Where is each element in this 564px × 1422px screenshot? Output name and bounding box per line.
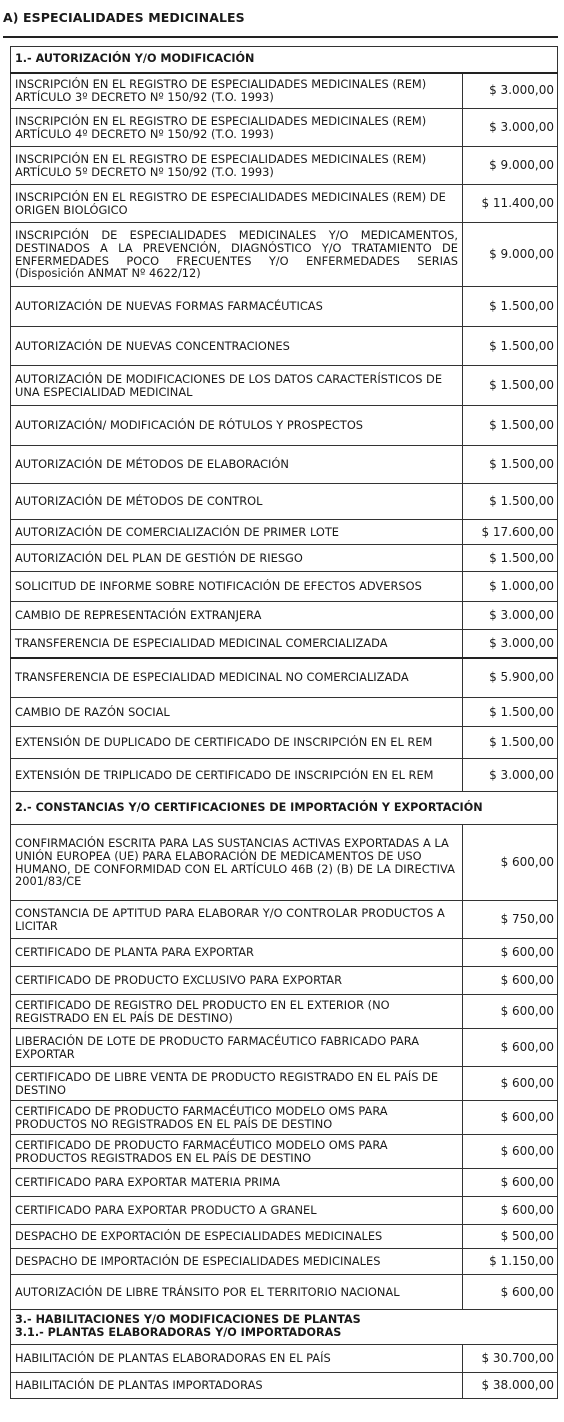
table-row <box>11 1101 558 1135</box>
table-row <box>11 1373 558 1399</box>
fee-description: AUTORIZACIÓN DE NUEVAS FORMAS FARMACÉUTICAS <box>11 287 463 327</box>
fee-amount: $ 3.000,00 <box>463 109 558 147</box>
table-row <box>11 901 558 939</box>
fee-amount: $ 3.000,00 <box>463 73 558 109</box>
fee-amount: $ 1.500,00 <box>463 406 558 446</box>
fee-amount: $ 600,00 <box>463 939 558 967</box>
table-row <box>11 73 558 109</box>
table-row <box>11 759 558 792</box>
fee-amount: $ 1.500,00 <box>463 545 558 572</box>
fee-amount: $ 9.000,00 <box>463 147 558 185</box>
fee-description: CONSTANCIA DE APTITUD PARA ELABORAR Y/O CONTROLAR PRODUCTOS A LICITAR <box>11 901 463 939</box>
section-row <box>11 47 558 73</box>
fee-amount: $ 600,00 <box>463 825 558 901</box>
fee-description: CERTIFICADO DE PRODUCTO FARMACÉUTICO MODELO OMS PARA PRODUCTOS NO REGISTRADOS EN EL PAÍS DE DESTINO <box>11 1101 463 1135</box>
fee-description: SOLICITUD DE INFORME SOBRE NOTIFICACIÓN DE EFECTOS ADVERSOS <box>11 572 463 602</box>
fee-description: AUTORIZACIÓN DE MÉTODOS DE ELABORACIÓN <box>11 446 463 484</box>
heading-rule <box>3 36 558 38</box>
fee-description: EXTENSIÓN DE DUPLICADO DE CERTIFICADO DE INSCRIPCIÓN EN EL REM <box>11 727 463 759</box>
fee-description: INSCRIPCIÓN EN EL REGISTRO DE ESPECIALIDADES MEDICINALES (REM) ARTÍCULO 4º DECRETO Nº 150/92 (T.O. 1993) <box>11 109 463 147</box>
fee-amount: $ 600,00 <box>463 1169 558 1197</box>
table-row <box>11 287 558 327</box>
fee-description: HABILITACIÓN DE PLANTAS IMPORTADORAS <box>11 1373 463 1399</box>
fee-description: AUTORIZACIÓN DE COMERCIALIZACIÓN DE PRIMER LOTE <box>11 520 463 545</box>
fee-amount: $ 1.150,00 <box>463 1249 558 1275</box>
section-title: 1.- AUTORIZACIÓN Y/O MODIFICACIÓN <box>11 47 558 73</box>
fee-description: CAMBIO DE RAZÓN SOCIAL <box>11 698 463 727</box>
fee-description: INSCRIPCIÓN EN EL REGISTRO DE ESPECIALIDADES MEDICINALES (REM) DE ORIGEN BIOLÓGICO <box>11 185 463 223</box>
table-row <box>11 939 558 967</box>
fee-amount: $ 600,00 <box>463 1135 558 1169</box>
fee-description: AUTORIZACIÓN DE MÉTODOS DE CONTROL <box>11 484 463 520</box>
fee-description: HABILITACIÓN DE PLANTAS ELABORADORAS EN EL PAÍS <box>11 1345 463 1373</box>
table-row <box>11 1135 558 1169</box>
fee-description: CERTIFICADO DE PLANTA PARA EXPORTAR <box>11 939 463 967</box>
fee-amount: $ 600,00 <box>463 1067 558 1101</box>
fee-description: INSCRIPCIÓN EN EL REGISTRO DE ESPECIALIDADES MEDICINALES (REM) ARTÍCULO 3º DECRETO Nº 150/92 (T.O. 1993) <box>11 73 463 109</box>
table-row <box>11 545 558 572</box>
fee-amount: $ 1.500,00 <box>463 327 558 366</box>
fee-amount: $ 600,00 <box>463 1101 558 1135</box>
table-row <box>11 658 558 698</box>
table-row <box>11 602 558 630</box>
fee-description: EXTENSIÓN DE TRIPLICADO DE CERTIFICADO DE INSCRIPCIÓN EN EL REM <box>11 759 463 792</box>
table-row <box>11 572 558 602</box>
fee-amount: $ 3.000,00 <box>463 630 558 658</box>
fee-amount: $ 750,00 <box>463 901 558 939</box>
table-row <box>11 484 558 520</box>
table-row <box>11 185 558 223</box>
fee-description: CERTIFICADO DE LIBRE VENTA DE PRODUCTO REGISTRADO EN EL PAÍS DE DESTINO <box>11 1067 463 1101</box>
table-row <box>11 520 558 545</box>
fee-amount: $ 5.900,00 <box>463 658 558 698</box>
table-row <box>11 327 558 366</box>
fee-description: CERTIFICADO DE PRODUCTO EXCLUSIVO PARA EXPORTAR <box>11 967 463 995</box>
table-row <box>11 223 558 287</box>
section-row <box>11 1310 558 1345</box>
table-row <box>11 727 558 759</box>
table-row <box>11 630 558 658</box>
fee-description: AUTORIZACIÓN DE LIBRE TRÁNSITO POR EL TERRITORIO NACIONAL <box>11 1275 463 1310</box>
fee-amount: $ 1.500,00 <box>463 446 558 484</box>
table-row <box>11 147 558 185</box>
table-row <box>11 967 558 995</box>
fee-amount: $ 600,00 <box>463 995 558 1029</box>
fee-description: CERTIFICADO DE PRODUCTO FARMACÉUTICO MODELO OMS PARA PRODUCTOS REGISTRADOS EN EL PAÍS DE DESTINO <box>11 1135 463 1169</box>
fee-description: INSCRIPCIÓN EN EL REGISTRO DE ESPECIALIDADES MEDICINALES (REM) ARTÍCULO 5º DECRETO Nº 150/92 (T.O. 1993) <box>11 147 463 185</box>
table-row <box>11 1029 558 1067</box>
fee-description: AUTORIZACIÓN/ MODIFICACIÓN DE RÓTULOS Y PROSPECTOS <box>11 406 463 446</box>
fee-amount: $ 30.700,00 <box>463 1345 558 1373</box>
section-title: 3.- HABILITACIONES Y/O MODIFICACIONES DE PLANTAS 3.1.- PLANTAS ELABORADORAS Y/O IMPORTADORAS <box>11 1310 558 1345</box>
table-row <box>11 406 558 446</box>
fee-description: LIBERACIÓN DE LOTE DE PRODUCTO FARMACÉUTICO FABRICADO PARA EXPORTAR <box>11 1029 463 1067</box>
fee-amount: $ 500,00 <box>463 1225 558 1249</box>
fee-description: CONFIRMACIÓN ESCRITA PARA LAS SUSTANCIAS ACTIVAS EXPORTADAS A LA UNIÓN EUROPEA (UE) PARA ELABORACIÓN DE MEDICAMENTOS DE USO HUMANO, DE CONFORMIDAD CON EL ARTÍCULO 46B (2) (B) DE LA DIRECTIVA 2001/83/CE <box>11 825 463 901</box>
fee-amount: $ 1.500,00 <box>463 484 558 520</box>
fee-amount: $ 1.000,00 <box>463 572 558 602</box>
fee-description: AUTORIZACIÓN DEL PLAN DE GESTIÓN DE RIESGO <box>11 545 463 572</box>
fee-description: INSCRIPCIÓN DE ESPECIALIDADES MEDICINALES Y/O MEDICAMENTOS, DESTINADOS A LA PREVENCIÓN, DIAGNÓSTICO Y/O TRATAMIENTO DE ENFERMEDADES POCO FRECUENTES Y/O ENFERMEDADES SERIAS (Disposición ANMAT Nº 4622/12) <box>11 223 463 287</box>
fee-amount: $ 3.000,00 <box>463 602 558 630</box>
fee-table <box>10 46 558 1399</box>
fee-description: AUTORIZACIÓN DE MODIFICACIONES DE LOS DATOS CARACTERÍSTICOS DE UNA ESPECIALIDAD MEDICINAL <box>11 366 463 406</box>
table-row <box>11 1345 558 1373</box>
table-row <box>11 109 558 147</box>
fee-description: TRANSFERENCIA DE ESPECIALIDAD MEDICINAL COMERCIALIZADA <box>11 630 463 658</box>
table-row <box>11 698 558 727</box>
table-row <box>11 1275 558 1310</box>
table-row <box>11 1249 558 1275</box>
section-row <box>11 792 558 825</box>
fee-description: CERTIFICADO DE REGISTRO DEL PRODUCTO EN EL EXTERIOR (NO REGISTRADO EN EL PAÍS DE DESTINO) <box>11 995 463 1029</box>
fee-table-body <box>11 47 558 1399</box>
fee-description: AUTORIZACIÓN DE NUEVAS CONCENTRACIONES <box>11 327 463 366</box>
fee-amount: $ 600,00 <box>463 1029 558 1067</box>
fee-amount: $ 17.600,00 <box>463 520 558 545</box>
table-row <box>11 1169 558 1197</box>
fee-description: CERTIFICADO PARA EXPORTAR MATERIA PRIMA <box>11 1169 463 1197</box>
table-row <box>11 1197 558 1225</box>
section-title: 2.- CONSTANCIAS Y/O CERTIFICACIONES DE IMPORTACIÓN Y EXPORTACIÓN <box>11 792 558 825</box>
fee-amount: $ 9.000,00 <box>463 223 558 287</box>
fee-amount: $ 11.400,00 <box>463 185 558 223</box>
fee-amount: $ 3.000,00 <box>463 759 558 792</box>
page-heading: A) ESPECIALIDADES MEDICINALES <box>3 10 245 25</box>
table-row <box>11 1067 558 1101</box>
table-row <box>11 1225 558 1249</box>
fee-description: DESPACHO DE EXPORTACIÓN DE ESPECIALIDADES MEDICINALES <box>11 1225 463 1249</box>
table-row <box>11 995 558 1029</box>
fee-amount: $ 1.500,00 <box>463 698 558 727</box>
fee-description: CERTIFICADO PARA EXPORTAR PRODUCTO A GRANEL <box>11 1197 463 1225</box>
fee-description: TRANSFERENCIA DE ESPECIALIDAD MEDICINAL NO COMERCIALIZADA <box>11 658 463 698</box>
fee-description: CAMBIO DE REPRESENTACIÓN EXTRANJERA <box>11 602 463 630</box>
fee-description: DESPACHO DE IMPORTACIÓN DE ESPECIALIDADES MEDICINALES <box>11 1249 463 1275</box>
fee-amount: $ 600,00 <box>463 967 558 995</box>
fee-amount: $ 38.000,00 <box>463 1373 558 1399</box>
fee-amount: $ 600,00 <box>463 1197 558 1225</box>
table-row <box>11 446 558 484</box>
table-row <box>11 366 558 406</box>
fee-amount: $ 1.500,00 <box>463 727 558 759</box>
fee-amount: $ 1.500,00 <box>463 366 558 406</box>
table-row <box>11 825 558 901</box>
fee-amount: $ 600,00 <box>463 1275 558 1310</box>
fee-amount: $ 1.500,00 <box>463 287 558 327</box>
